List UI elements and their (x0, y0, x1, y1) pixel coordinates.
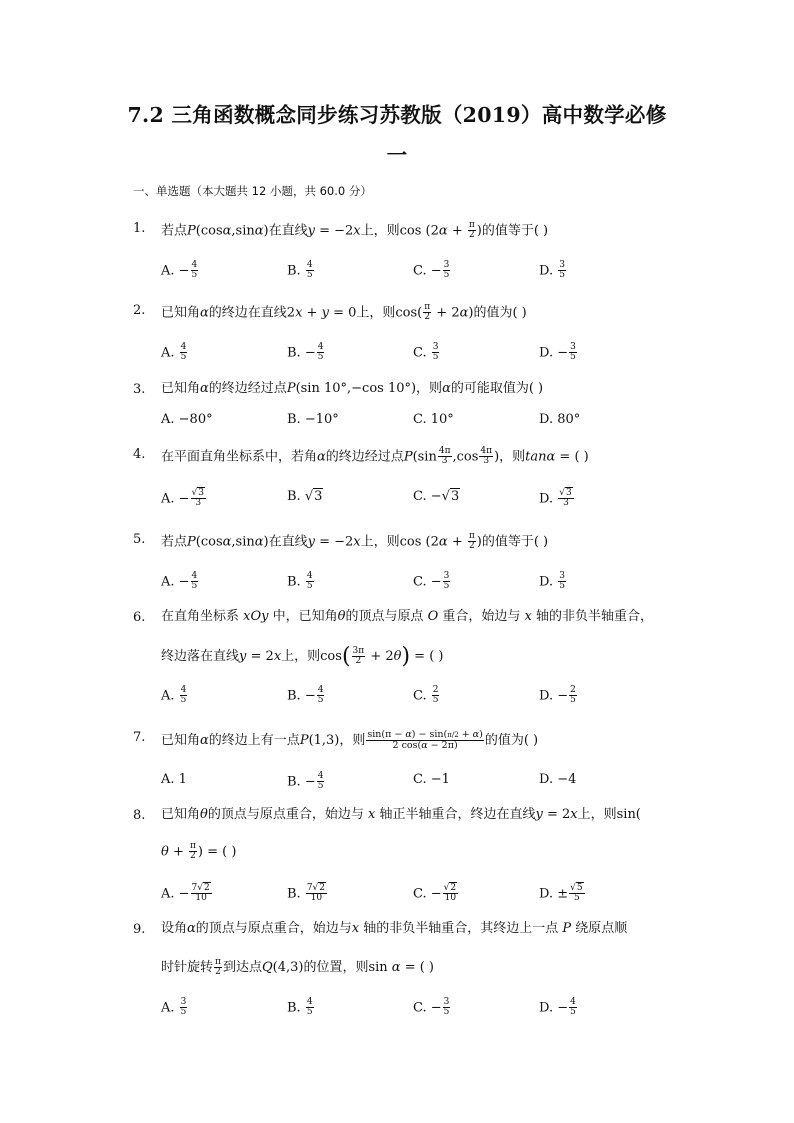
section-header: 一、单选题（本大题共 12 小题，共 60.0 分） (133, 184, 372, 198)
option-b[interactable]: B. − $\frac{4}{5}$ (287, 342, 324, 363)
option-d[interactable]: D. − $\frac{3}{5}$ (539, 342, 576, 363)
option-d[interactable]: D. $\frac{3}{5}$ (539, 260, 565, 281)
option-a[interactable]: A. − $\frac{7√2}{10}$ (161, 883, 210, 904)
option-c[interactable]: C. − $\frac{3}{5}$ (413, 260, 450, 281)
question-stem: 若点P(cosα,sinα)在直线y = −2x上，则cos (2α + $\frac{\pi}{2}$ )的值等于( ) (161, 531, 549, 552)
options (161, 772, 673, 802)
option-a[interactable]: A. $\frac{3}{5}$ (161, 997, 187, 1018)
question-stem: 已知角α的终边上有一点P(1,3)，则 $\frac{\sin(\pi - \alpha) - \sin(\pi/2 + \alpha)}{2 \cos(\alpha - 2\pi)}$ 的值为( ) (161, 729, 539, 751)
option-c[interactable]: C. − $\frac{3}{5}$ (413, 997, 450, 1018)
option-c[interactable]: C. $\frac{3}{5}$ (413, 342, 439, 363)
option-a[interactable]: A. 1 (161, 772, 187, 787)
options (161, 884, 673, 914)
question-stem: 若点P(cosα,sinα)在直线y = −2x上，则cos (2α + $\frac{\pi}{2}$ )的值等于( ) (161, 220, 549, 241)
option-d[interactable]: D. − $\frac{4}{5}$ (539, 997, 576, 1018)
option-d[interactable]: D. −4 (539, 772, 577, 787)
question-stem: 已知角α的终边经过点P(sin 10°,−cos 10°)，则α的可能取值为( ) (161, 381, 544, 396)
option-d[interactable]: D. $\frac{√3}{3}$ (539, 488, 572, 509)
question-stem-line-2: 终边落在直线y = 2x上，则cos( $\frac{3\pi}{2}$ + 2θ) = ( ) (161, 644, 444, 669)
option-c[interactable]: C. 10° (413, 412, 454, 427)
question-stem: 已知角θ的顶点与原点重合，始边与 x 轴正半轴重合，终边在直线y = 2x上，则sin( (161, 807, 641, 822)
option-c[interactable]: C. −√3 (413, 489, 460, 504)
question-number: 4. (133, 447, 146, 462)
question-stem: 已知角α的终边在直线2x + y = 0上，则cos( $\frac{\pi}{2}$ + 2α)的值为( ) (161, 302, 527, 323)
options (161, 686, 673, 716)
option-d[interactable]: D. − $\frac{2}{5}$ (539, 685, 576, 706)
option-c[interactable]: C. − $\frac{√2}{10}$ (413, 883, 457, 904)
option-a[interactable]: A. − $\frac{4}{5}$ (161, 260, 198, 281)
option-c[interactable]: C. $\frac{2}{5}$ (413, 685, 439, 706)
option-a[interactable]: A. $\frac{4}{5}$ (161, 685, 187, 706)
question-stem: 设角α的顶点与原点重合，始边与x 轴的非负半轴重合，其终边上一点 P 绕原点顺 (161, 921, 628, 936)
question-number: 6. (133, 610, 146, 625)
option-d[interactable]: D. $\frac{3}{5}$ (539, 571, 565, 592)
title-line-1: 7.2 三角函数概念同步练习苏教版（2019）高中数学必修 (127, 103, 667, 127)
option-a[interactable]: A. − $\frac{√3}{3}$ (161, 488, 205, 509)
option-a[interactable]: A. $\frac{4}{5}$ (161, 342, 187, 363)
option-b[interactable]: B. √3 (287, 489, 323, 504)
question-stem-line-2: 时针旋转 $\frac{\pi}{2}$ 到达点Q(4,3)的位置，则sin α = ( ) (161, 956, 434, 977)
option-d[interactable]: D. ± $\frac{√5}{5}$ (539, 883, 583, 904)
option-b[interactable]: B. − $\frac{4}{5}$ (287, 771, 324, 792)
options (161, 261, 673, 291)
question-number: 5. (133, 532, 146, 547)
document-title (110, 95, 684, 175)
question-number: 1. (133, 221, 146, 236)
question-number: 2. (133, 303, 146, 318)
options (161, 412, 673, 442)
question-stem: 在平面直角坐标系中，若角α的终边经过点P(sin $\frac{4\pi}{3}$ ,cos $\frac{4\pi}{3}$ )，则tanα = ( ) (161, 446, 589, 467)
question-stem: 在直角坐标系 xOy 中，已知角θ的顶点与原点 O 重合，始边与 x 轴的非负半轴重合， (161, 609, 654, 624)
options (161, 489, 673, 519)
option-a[interactable]: A. − $\frac{4}{5}$ (161, 571, 198, 592)
options (161, 572, 673, 602)
option-b[interactable]: B. − $\frac{4}{5}$ (287, 685, 324, 706)
question-stem-line-2: θ + $\frac{\pi}{2}$ ) = ( ) (161, 841, 237, 862)
question-number: 7. (133, 730, 146, 745)
option-b[interactable]: B. $\frac{4}{5}$ (287, 260, 313, 281)
option-b[interactable]: B. $\frac{4}{5}$ (287, 571, 313, 592)
option-b[interactable]: B. $\frac{4}{5}$ (287, 997, 313, 1018)
option-c[interactable]: C. −1 (413, 772, 450, 787)
option-b[interactable]: B. −10° (287, 412, 339, 427)
question-number: 9. (133, 922, 146, 937)
options (161, 998, 673, 1028)
option-a[interactable]: A. −80° (161, 412, 213, 427)
options (161, 343, 673, 373)
option-d[interactable]: D. 80° (539, 412, 581, 427)
question-number: 3. (133, 382, 146, 397)
option-c[interactable]: C. − $\frac{3}{5}$ (413, 571, 450, 592)
option-b[interactable]: B. $\frac{7√2}{10}$ (287, 883, 326, 904)
title-line-2: 一 (386, 143, 408, 167)
question-number: 8. (133, 808, 146, 823)
